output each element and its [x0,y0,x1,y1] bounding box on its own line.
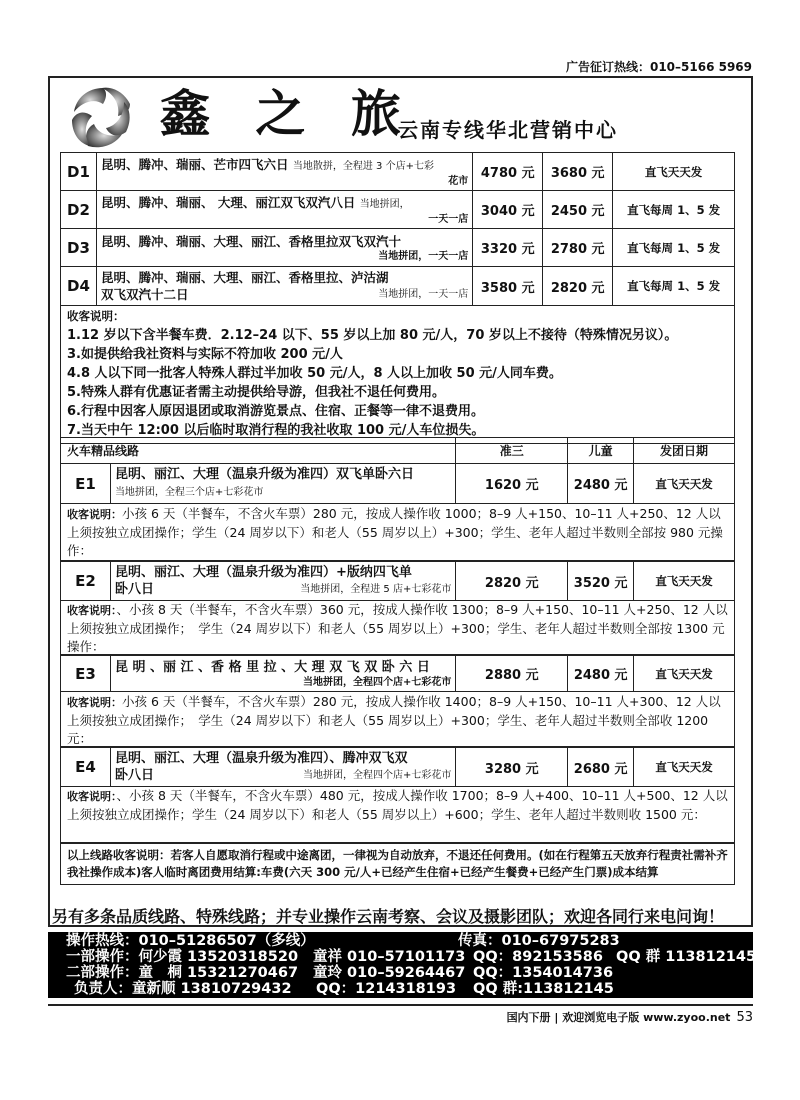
adult-price: 3320 元 [473,229,543,267]
route-note: 一天一店 [428,213,469,225]
tour-code: D4 [61,267,97,306]
ad-hotline: 广告征订热线：010–5166 5969 [565,60,752,74]
route-note: 当地散拼，全程进 3 个店+七彩 [292,160,434,172]
train-section-title: 火车精品线路 [61,438,456,464]
train-tour-notes [60,785,735,843]
child-price: 3520 元 [568,562,634,601]
route-name: 卧八日 [114,582,154,597]
adult-price: 1620 元 [456,464,568,504]
flight-tour-table [60,152,735,306]
route-note: 当地拼团，全程进 5 店+七彩花市 [300,584,452,595]
route-note: 当地拼团，全程三个店+七彩花市 [114,487,264,498]
notes-heading: 收客说明： [67,696,122,709]
train-tour-row [60,463,735,504]
tour-code: E4 [61,748,111,787]
notes-heading: 收客说明： [67,508,122,521]
page-number: 53 [736,1010,753,1025]
route-note: 当地拼团， [359,198,410,210]
train-tour-notes [60,691,735,747]
col-depart: 发团日期 [634,438,735,464]
dept2-contact-b: 童玲 010–59264467 [313,965,466,981]
tour-code: D3 [61,229,97,267]
tour-route [110,656,455,692]
tour-code: E1 [61,464,111,504]
dept2-contact: 二部操作：童 桐 15321270467 [66,965,299,981]
route-name: 昆明、腾冲、瑞丽、大理、丽江、香格里拉双飞双汽十 [100,233,401,249]
depart-schedule: 直飞每周 1、5 发 [613,229,735,267]
tour-route [110,562,455,601]
tour-route [96,229,472,267]
train-tour-row [60,561,735,601]
page-footer [48,1004,753,1025]
note-line: 7.当天中午 12:00 以后临时取消行程的我社收取 100 元/人车位损失。 [67,423,485,438]
tour-code: D2 [61,191,97,229]
note-text: 小孩 6 天（半餐车，不含火车票）280 元，按成人操作收 1400；8–9 人+150、10–11 人+300、12 人以上须按独立成团操作； 学生（24 周岁以下）和老人（55 周岁以上）+300；学生、老年人超过半数则全部收 1200 元： [67,694,721,746]
route-note: 当地拼团，一天一店 [378,250,469,262]
tour-route [110,748,455,787]
table-row [61,153,735,191]
depart-schedule: 直飞天天发 [634,748,735,787]
route-name: 卧八日 [114,768,154,783]
child-price: 2450 元 [543,191,613,229]
tour-route [110,464,455,504]
route-name: 昆 明 、丽 江 、香 格 里 拉 、大 理 双 飞 双 卧 六 日 [114,659,430,675]
depart-schedule: 直飞天天发 [634,464,735,504]
note-line: 4.8 人以下同一批客人特殊人群过半加收 50 元/人，8 人以上加收 50 元/人同车费。 [67,366,562,381]
brand-subtitle: 云南专线华北营销中心 [398,118,618,142]
route-name: 昆明、丽江、大理（温泉升级为准四）双飞单卧六日 [114,467,414,482]
note-line: 6.行程中因客人原因退团或取消游览景点、住宿、正餐等一律不退费用。 [67,404,484,419]
note-line: 5.特殊人群有优惠证者需主动提供给导游，但我社不退任何费用。 [67,385,445,400]
route-note: 当地拼团，一天一店 [378,289,469,300]
depart-schedule: 直飞天天发 [613,153,735,191]
child-price: 2480 元 [568,656,634,692]
col-adult: 准三 [456,438,568,464]
route-note: 花市 [448,175,469,187]
train-table-header [60,437,735,464]
qq-number: QQ：1214318193 [316,981,457,997]
table-row [61,267,735,306]
train-tour-notes [60,599,735,655]
route-note: 当地拼团，全程四个店+七彩花市 [302,676,452,688]
notes-heading: 收客说明： [67,790,117,803]
notes-heading: 收客说明： [67,309,125,323]
promo-banner: 另有多条品质线路、特殊线路；并专业操作云南考察、会议及摄影团队；欢迎各同行来电问询！ [52,907,725,926]
note-line: 1.12 岁以下含半餐车费．2.12–24 以下、55 岁以上加 80 元/人，70 岁以上不接待（特殊情况另议）。 [67,328,678,343]
route-name: 昆明、腾冲、瑞丽、 大理、丽江双飞双汽八日 [100,194,356,210]
child-price: 2820 元 [543,267,613,306]
notes-heading: 收客说明： [67,604,117,617]
booking-notes [60,304,735,444]
adult-price: 3580 元 [473,267,543,306]
dept1-contact-b: 童祥 010–57101173 [313,949,466,965]
manager-contact: 负责人：童新顺 13810729432 [74,981,292,997]
brand-name: 鑫 之 旅 [160,84,415,143]
tour-route [96,267,472,306]
contact-panel [48,932,757,998]
fax: 传真：010–67975283 [458,933,620,949]
child-price: 3680 元 [543,153,613,191]
adult-price: 3040 元 [473,191,543,229]
col-child: 儿童 [568,438,634,464]
train-tour-row [60,655,735,692]
depart-schedule: 直飞每周 1、5 发 [613,267,735,306]
note-text: 、小孩 8 天（半餐车，不含火车票）360 元，按成人操作收 1300；8–9 人+150、10–11 人+250、12 人以上须按独立成团操作； 学生（24 周岁以下）和老人（55 周岁以上）+300；学生、老年人超过半数则全部按 1300 元操作： [67,602,728,654]
depart-schedule: 直飞天天发 [634,562,735,601]
child-price: 2480 元 [568,464,634,504]
child-price: 2780 元 [543,229,613,267]
tour-code: D1 [61,153,97,191]
general-cancellation-note: 以上线路收客说明：若客人自愿取消行程或中途离团，一律视为自动放弃，不退还任何费用。(如在行程第五天放弃行程责社需补齐我社操作成本)客人临时离团费用结算:车费(六天 300 元/人+已经产生住宿+已经产生餐费+已经产生门票)成本结算 [60,843,735,885]
company-logo-icon [68,84,138,150]
tour-route [96,191,472,229]
route-name: 昆明、腾冲、瑞丽、大理、丽江、香格里拉、泸沽湖 [100,270,389,285]
depart-schedule: 直飞天天发 [634,656,735,692]
table-row [61,229,735,267]
route-name: 昆明、腾冲、瑞丽、芒市四飞六日 [100,156,289,172]
footer-text: 国内下册 | 欢迎浏览电子版 www.zyoo.net [506,1011,731,1024]
train-tour-row [60,747,735,787]
adult-price: 2880 元 [456,656,568,692]
tour-code: E2 [61,562,111,601]
route-name: 昆明、丽江、大理（温泉升级为准四）+版纳四飞单 [114,565,412,580]
adult-price: 4780 元 [473,153,543,191]
qq-group: QQ 群 113812145 [616,949,757,965]
qq-number: QQ：1354014736 [473,965,614,981]
qq-number: QQ：892153586 [473,949,603,965]
table-row [61,191,735,229]
note-line: 3.如提供给我社资料与实际不符加收 200 元/人 [67,347,343,362]
route-name: 双飞双汽十二日 [100,287,189,302]
adult-price: 2820 元 [456,562,568,601]
route-note: 当地拼团，全程四个店+七彩花市 [302,770,452,781]
child-price: 2680 元 [568,748,634,787]
tour-code: E3 [61,656,111,692]
depart-schedule: 直飞每周 1、5 发 [613,191,735,229]
note-text: 、小孩 8 天（半餐车，不含火车票）480 元，按成人操作收 1700；8–9 人+400、10–11 人+500、12 人以上须按独立成团操作；学生（24 周岁以下）和老人（55 周岁以上）+600；学生、老年人超过半数则收 1500 元： [67,788,728,822]
train-tour-notes [60,503,735,561]
dept1-contact: 一部操作：何少霞 13520318520 [66,949,299,965]
note-text: 小孩 6 天（半餐车，不含火车票）280 元，按成人操作收 1000；8–9 人+150、10–11 人+250、12 人以上须按独立成团操作；学生（24 周岁以下）和老人（55 周岁以上）+300；学生、老年人超过半数则全部按 980 元操作： [67,506,723,558]
hotline: 操作热线：010–51286507（多线） [66,933,315,949]
qq-group: QQ 群:113812145 [473,981,614,997]
route-name: 昆明、丽江、大理（温泉升级为准四）、腾冲双飞双 [114,751,408,766]
adult-price: 3280 元 [456,748,568,787]
tour-route [96,153,472,191]
header [50,78,751,152]
